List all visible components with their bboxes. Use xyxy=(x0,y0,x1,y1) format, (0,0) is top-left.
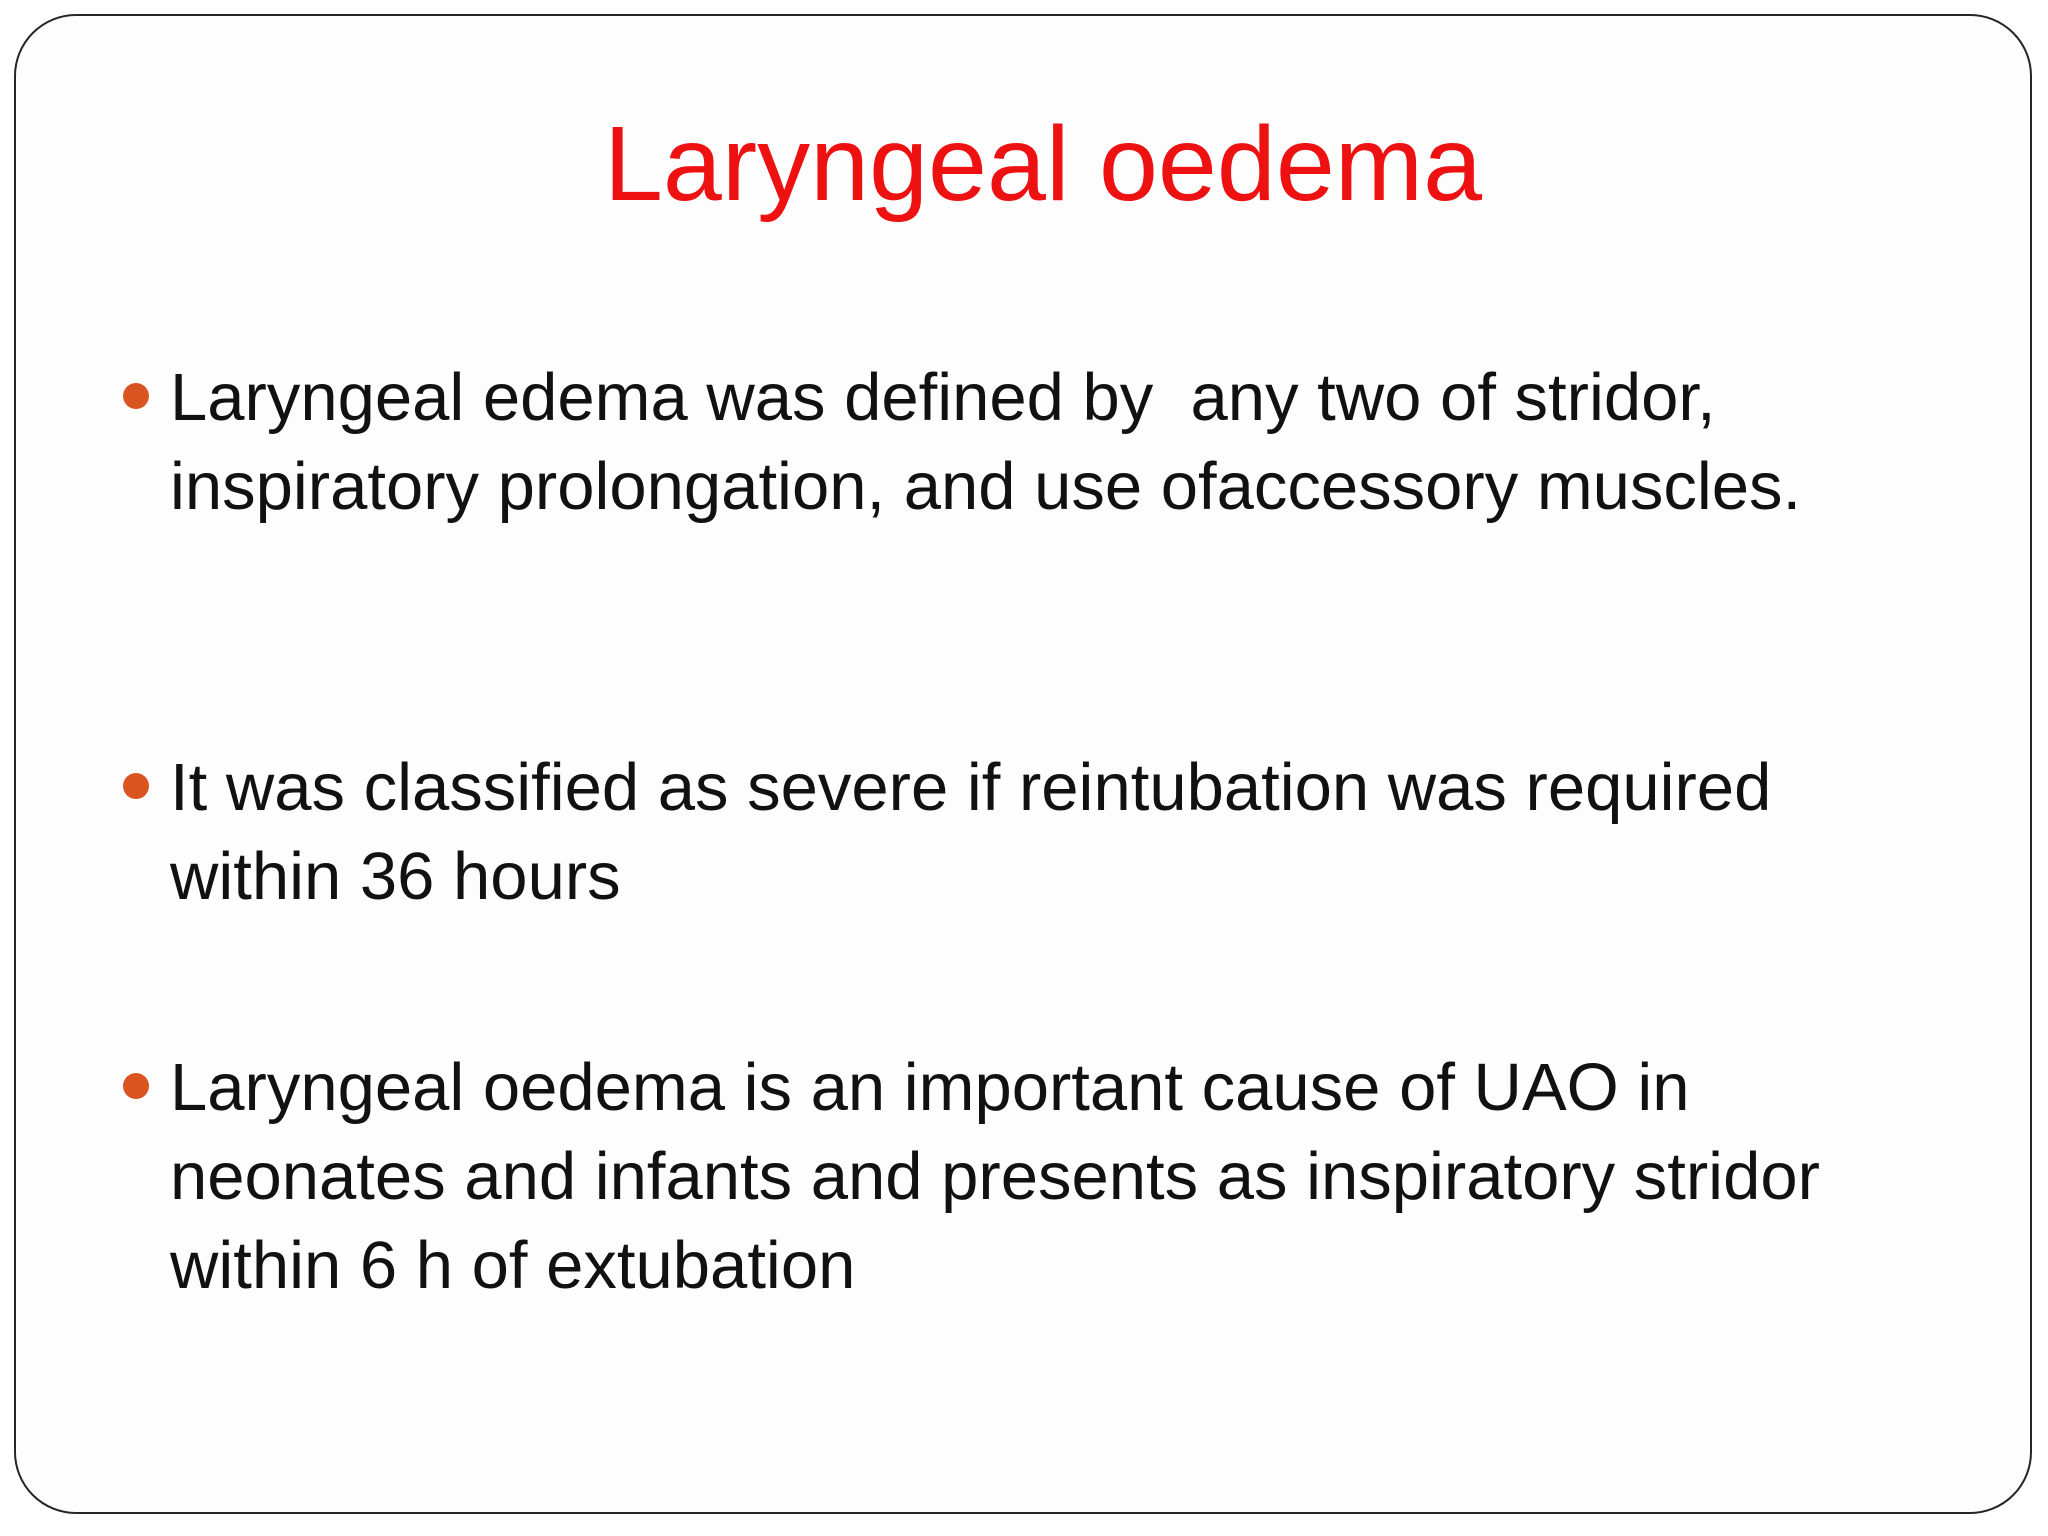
bullet-dot-icon xyxy=(123,773,149,799)
bullet-dot-icon xyxy=(123,383,149,409)
slide-title: Laryngeal oedema xyxy=(603,105,1483,223)
bullet-item xyxy=(170,1043,1930,1310)
bullet-text: It was classified as severe if reintubation was required within 36 hours xyxy=(170,750,1772,914)
bullet-text: Laryngeal edema was defined by any two of stridor, inspiratory prolongation, and use ofaccessory muscles. xyxy=(170,360,1802,524)
bullet-item xyxy=(170,353,1930,531)
bullet-text: Laryngeal oedema is an important cause of UAO in neonates and infants and presents as inspiratory stridor within 6 h of extubation xyxy=(170,1050,1820,1303)
bullet-item xyxy=(170,743,1930,921)
slide xyxy=(14,14,2032,1514)
bullet-dot-icon xyxy=(123,1073,149,1099)
